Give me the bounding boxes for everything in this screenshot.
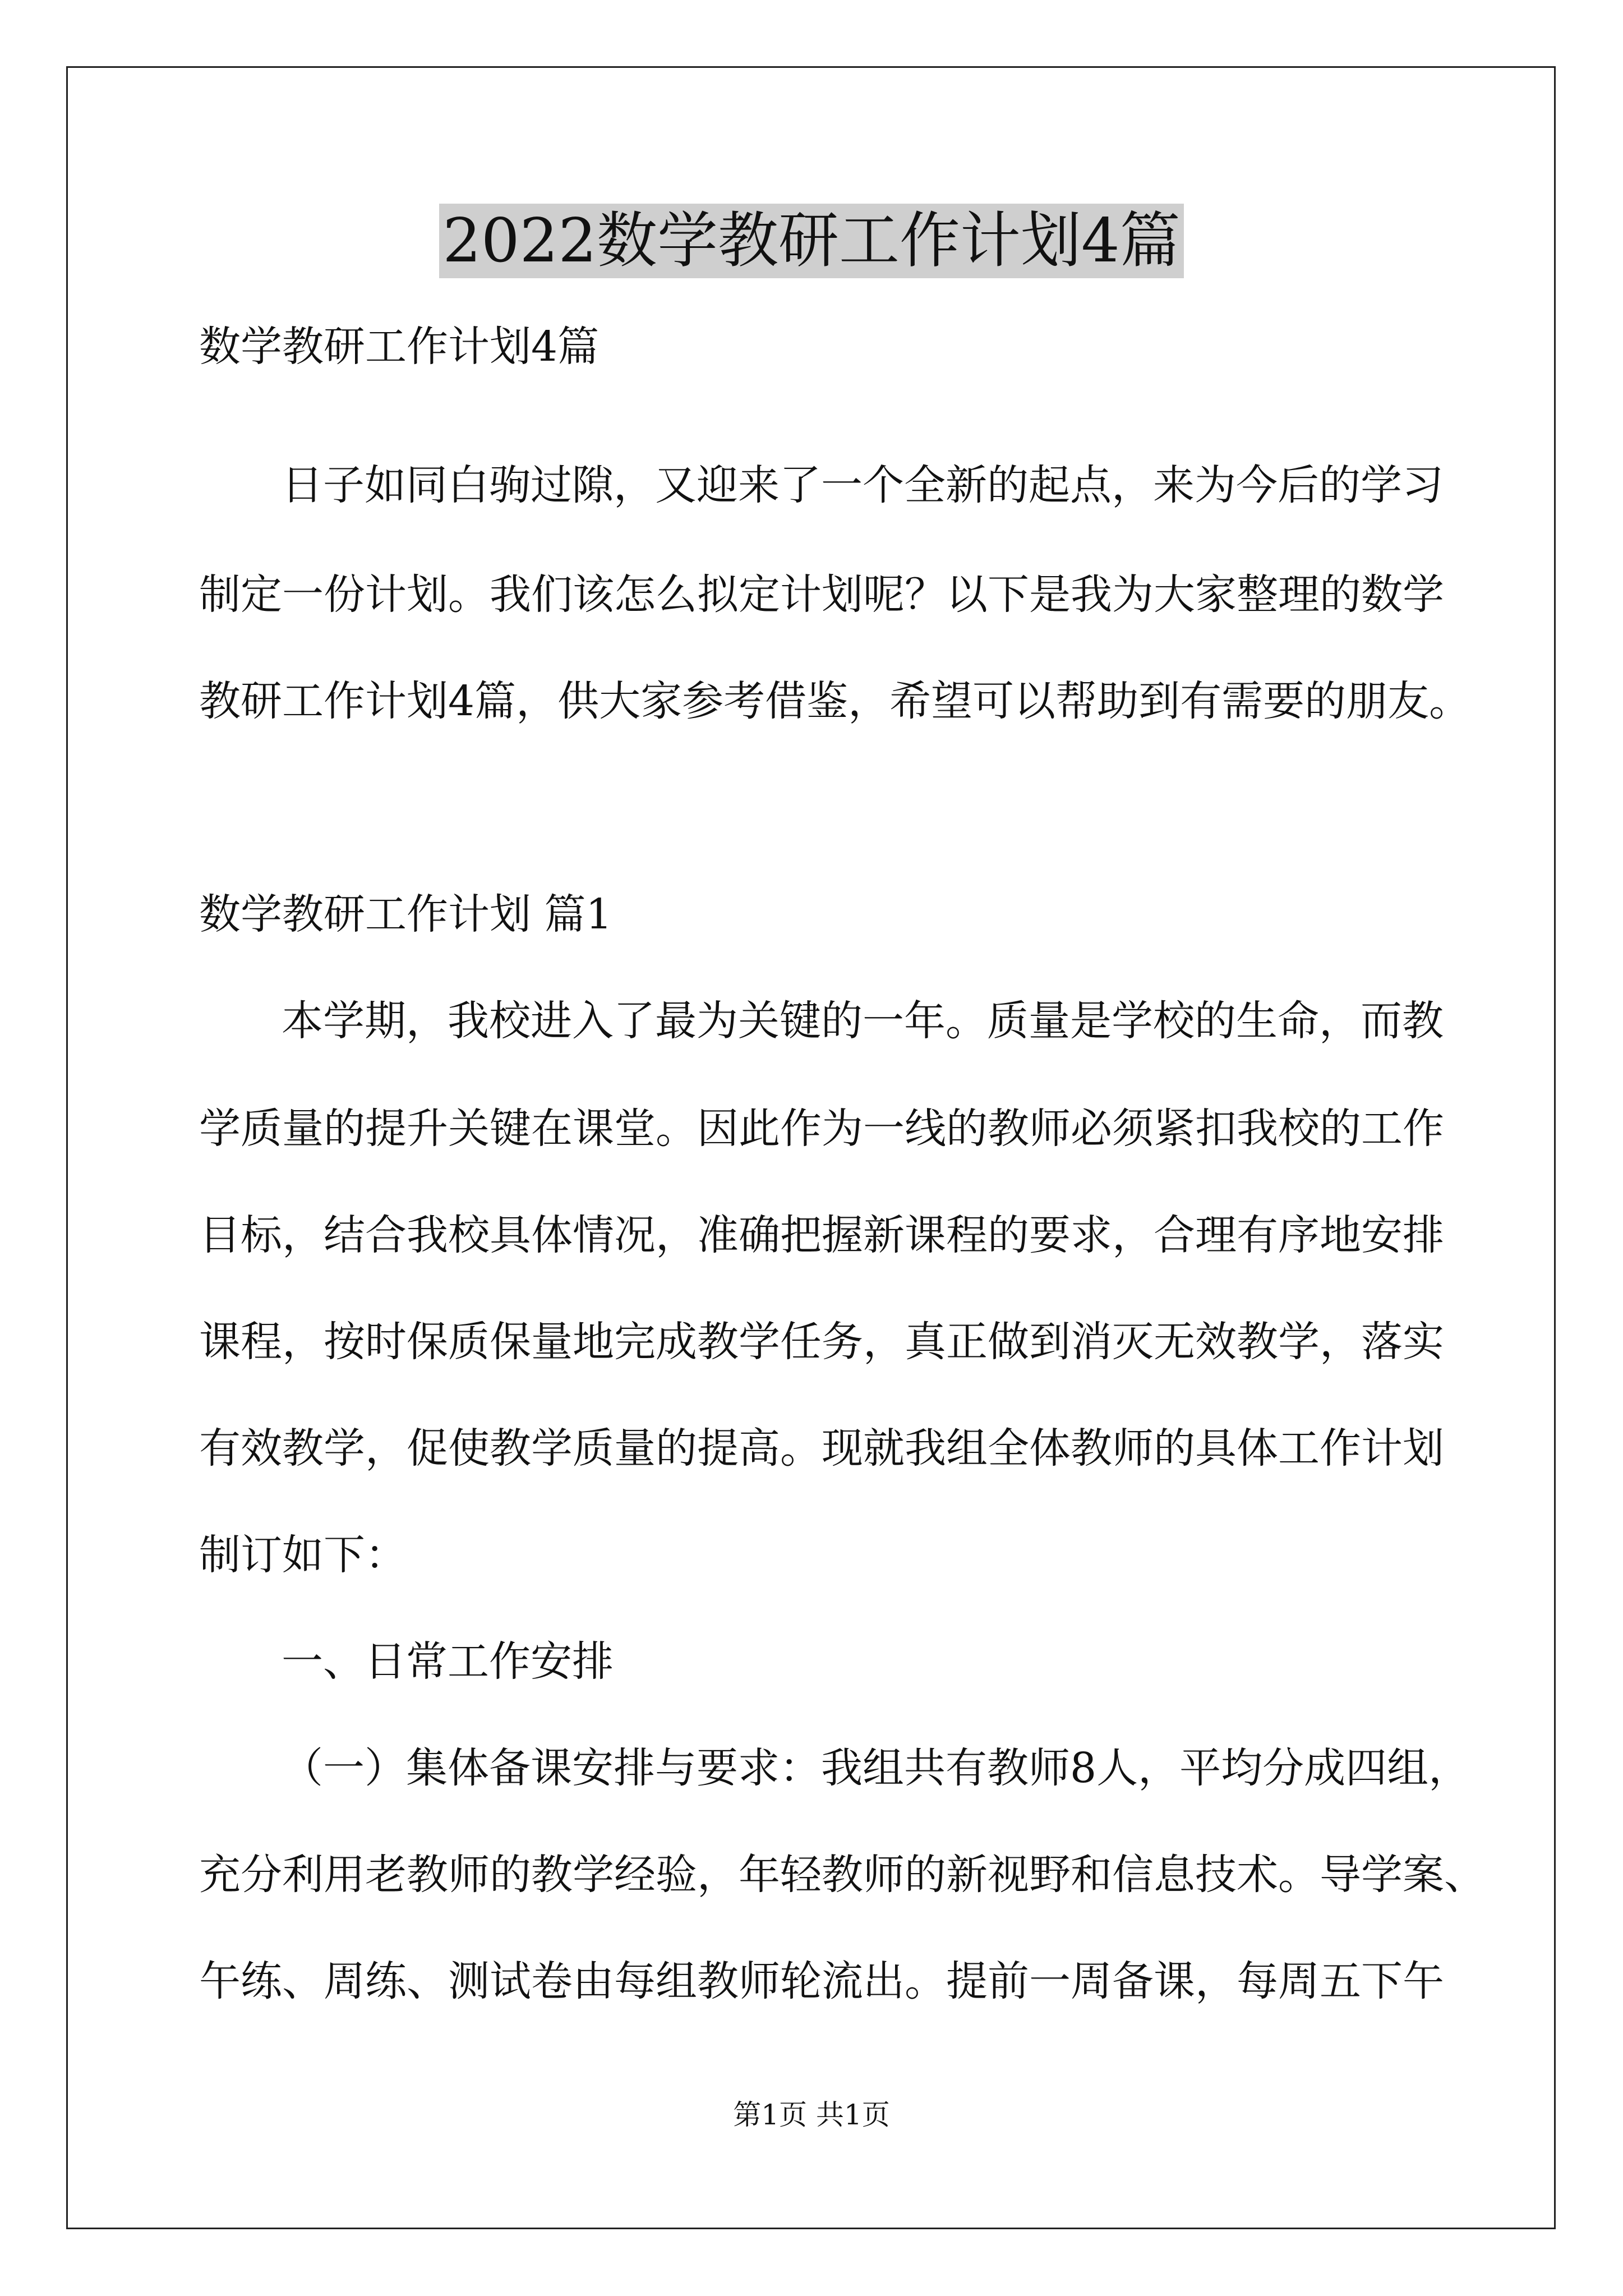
subsection-1-line-1: （一）集体备课安排与要求：我组共有教师8人，平均分成四组， — [282, 1744, 1470, 1792]
document-title — [0, 202, 1623, 280]
section-1-heading: 数学教研工作计划 篇1 — [199, 890, 612, 938]
page-footer: 第1页 共1页 — [733, 2099, 890, 2131]
intro-line-3: 教研工作计划4篇，供大家参考借鉴，希望可以帮助到有需要的朋友。 — [199, 677, 1471, 725]
subheading-1: 一、日常工作安排 — [282, 1637, 614, 1686]
section-1-line-4: 课程，按时保质保量地完成教学任务，真正做到消灭无效教学，落实 — [199, 1318, 1444, 1366]
document-subtitle: 数学教研工作计划4篇 — [199, 323, 600, 371]
intro-line-1: 日子如同白驹过隙，又迎来了一个全新的起点，来为今后的学习 — [282, 461, 1444, 509]
section-1-line-1: 本学期，我校进入了最为关键的一年。质量是学校的生命，而教 — [282, 997, 1444, 1045]
intro-line-2: 制定一份计划。我们该怎么拟定计划呢？以下是我为大家整理的数学 — [199, 570, 1444, 619]
section-1-line-6: 制订如下： — [199, 1531, 407, 1579]
subsection-1-line-3: 午练、周练、测试卷由每组教师轮流出。提前一周备课，每周五下午 — [199, 1957, 1444, 2005]
document-title-text: 2022数学教研工作计划4篇 — [439, 204, 1184, 278]
section-1-line-2: 学质量的提升关键在课堂。因此作为一线的教师必须紧扣我校的工作 — [199, 1105, 1444, 1153]
subsection-1-line-2: 充分利用老教师的教学经验，年轻教师的新视野和信息技术。导学案、 — [199, 1851, 1486, 1899]
section-1-line-3: 目标，结合我校具体情况，准确把握新课程的要求，合理有序地安排 — [199, 1211, 1444, 1259]
section-1-line-5: 有效教学，促使教学质量的提高。现就我组全体教师的具体工作计划 — [199, 1424, 1444, 1473]
